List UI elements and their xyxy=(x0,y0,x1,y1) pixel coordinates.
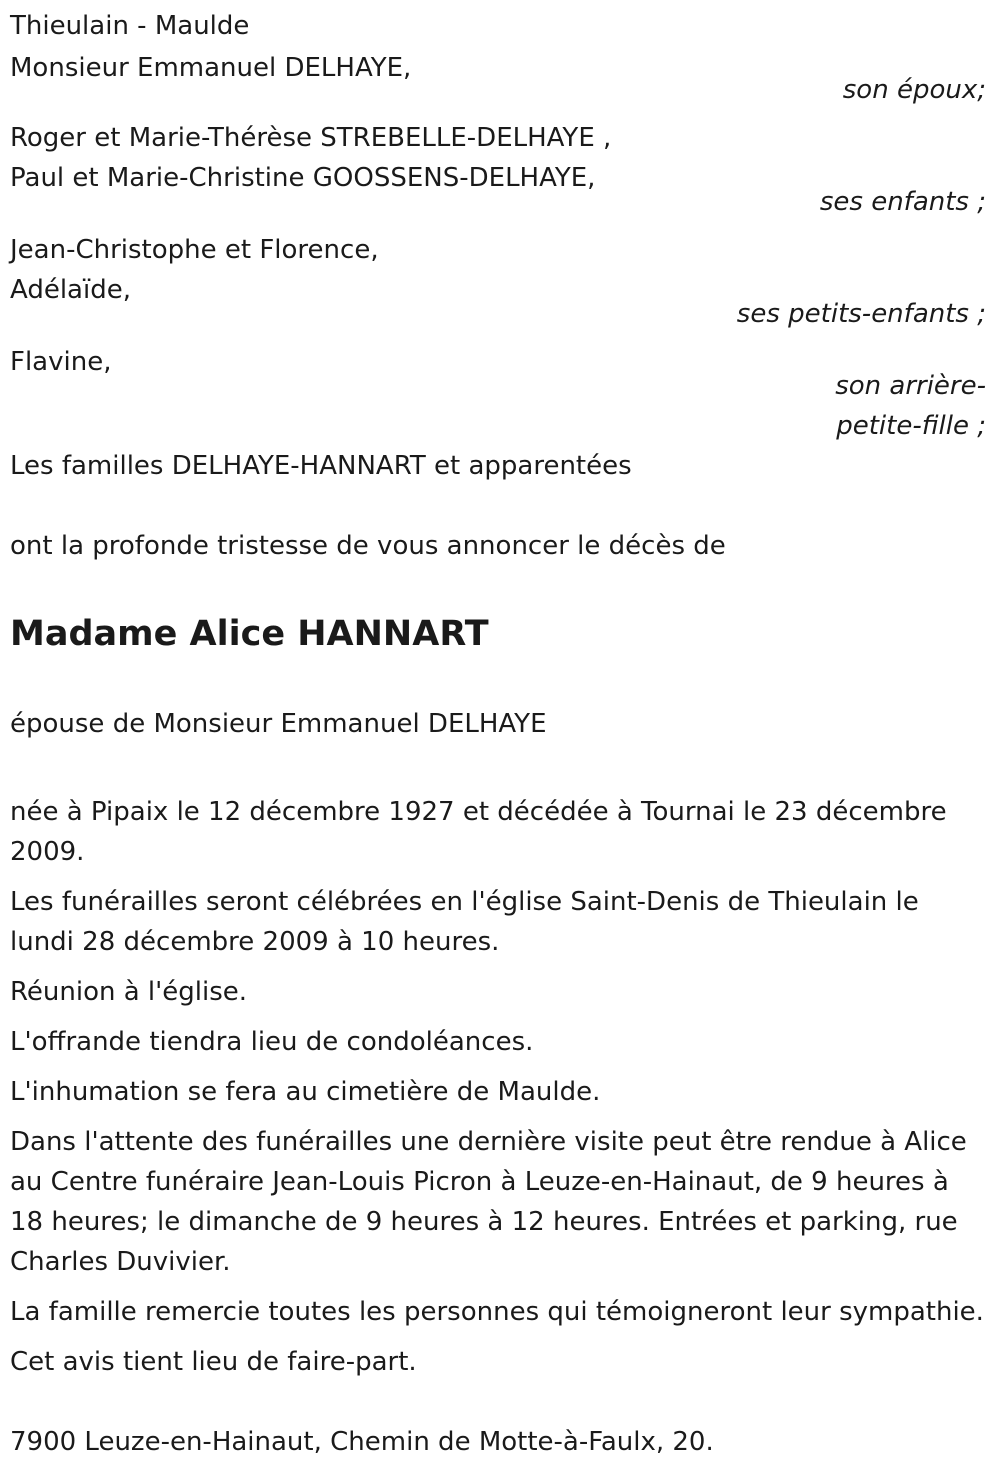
address-line: 7900 Leuze-en-Hainaut, Chemin de Motte-à-Faulx, 20. xyxy=(10,1427,714,1457)
grandchild-name: Jean-Christophe et Florence, xyxy=(10,235,379,265)
great-grandchild-group xyxy=(10,342,990,446)
great-grandchild-role-line2: petite-fille ; xyxy=(836,411,986,441)
great-grandchild-name: Flavine, xyxy=(10,347,112,377)
spouse-role: son époux; xyxy=(842,75,986,105)
birth-death-paragraph: née à Pipaix le 12 décembre 1927 et décédée à Tournai le 23 décembre 2009. xyxy=(10,797,947,867)
spouse-group xyxy=(10,48,990,110)
offering-paragraph: L'offrande tiendra lieu de condoléances. xyxy=(10,1027,534,1057)
thanks-paragraph: La famille remercie toutes les personnes qui témoigneront leur sympathie. xyxy=(10,1297,984,1327)
burial-paragraph: L'inhumation se fera au cimetière de Maulde. xyxy=(10,1077,601,1107)
spouse-of-line: épouse de Monsieur Emmanuel DELHAYE xyxy=(10,709,547,739)
notice-paragraph: Cet avis tient lieu de faire-part. xyxy=(10,1347,417,1377)
announcement-text: ont la profonde tristesse de vous annoncer le décès de xyxy=(10,531,726,561)
details-block xyxy=(10,792,990,1382)
meeting-paragraph: Réunion à l'église. xyxy=(10,977,248,1007)
children-group xyxy=(10,118,990,222)
grandchildren-group xyxy=(10,230,990,334)
grandchildren-role: ses petits-enfants ; xyxy=(736,299,986,329)
deceased-name: Madame Alice HANNART xyxy=(10,614,489,654)
spouse-name: Monsieur Emmanuel DELHAYE, xyxy=(10,53,412,83)
visit-paragraph: Dans l'attente des funérailles une dernière visite peut être rendue à Alice au Centre funéraire Jean-Louis Picron à Leuze-en-Hainaut, de 9 heures à 18 heures; le dimanche de 9 heures à 12 heures. Entrées et parking, rue Charles Duvivier. xyxy=(10,1127,967,1277)
children-role: ses enfants ; xyxy=(819,187,986,217)
location-header: Thieulain - Maulde xyxy=(10,11,250,41)
funeral-paragraph: Les funérailles seront célébrées en l'église Saint-Denis de Thieulain le lundi 28 décembre 2009 à 10 heures. xyxy=(10,887,919,957)
great-grandchild-role-line1: son arrière- xyxy=(835,371,986,401)
child-name: Paul et Marie-Christine GOOSSENS-DELHAYE, xyxy=(10,163,596,193)
grandchild-name: Adélaïde, xyxy=(10,275,131,305)
families-line: Les familles DELHAYE-HANNART et apparentées xyxy=(10,451,632,481)
child-name: Roger et Marie-Thérèse STREBELLE-DELHAYE , xyxy=(10,123,612,153)
